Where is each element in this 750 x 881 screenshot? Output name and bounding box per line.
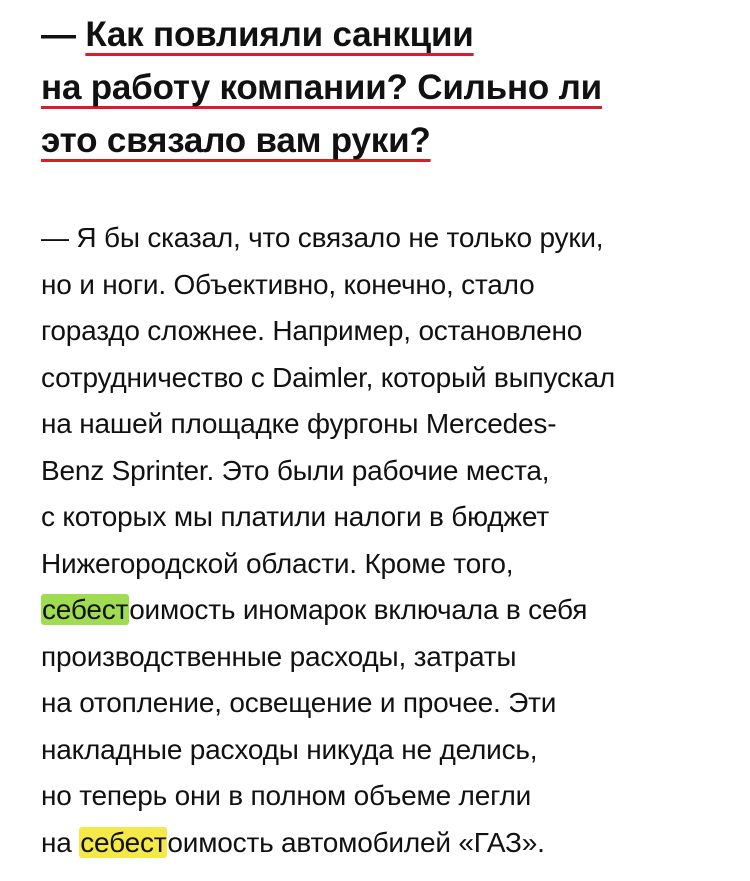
answer-line-14-rest: оимость автомобилей «ГАЗ». [167, 826, 545, 858]
heading-dash: — [41, 15, 86, 54]
answer-line-13: но теперь они в полном объеме легли [41, 780, 532, 811]
answer-line-11: на отопление, освещение и прочее. Эти [41, 687, 557, 718]
answer-line-10: производственные расходы, затраты [41, 640, 517, 672]
highlight-yellow[interactable]: себест [80, 826, 167, 858]
heading-text-1: Как повлияли санкции [85, 15, 474, 54]
answer-line-9-rest: оимость иномарок включала в себя [129, 594, 588, 625]
answer-line-12: накладные расходы никуда не делись, [41, 733, 538, 765]
answer-line-14-start: на [41, 826, 80, 858]
answer-paragraph [41, 215, 741, 866]
answer-line-3: гораздо сложнее. Например, остановлено [41, 315, 583, 346]
question-heading [41, 8, 741, 167]
answer-line-8: Нижегородской области. Кроме того, [41, 547, 514, 579]
answer-line-4: сотрудничество с Daimler, который выпускал [41, 361, 615, 393]
answer-line-2: но и ноги. Объективно, конечно, стало [41, 268, 535, 300]
article [41, 0, 741, 866]
answer-line-5: на нашей площадке фургоны Mercedes- [41, 408, 557, 439]
heading-line-3 [41, 114, 741, 167]
answer-line-9 [41, 587, 741, 634]
answer-line-6: Benz Sprinter. Это были рабочие места, [41, 454, 550, 486]
answer-line-7: с которых мы платили налоги в бюджет [41, 501, 549, 532]
heading-text-2: на работу компании? Сильно ли [41, 68, 602, 107]
heading-line-1 [41, 8, 741, 61]
heading-text-3: это связало вам руки? [41, 121, 431, 160]
heading-line-2 [41, 61, 741, 114]
highlight-green[interactable]: себест [42, 594, 129, 625]
answer-line-1: — Я бы сказал, что связало не только руки, [41, 222, 604, 253]
answer-line-14 [41, 820, 741, 867]
